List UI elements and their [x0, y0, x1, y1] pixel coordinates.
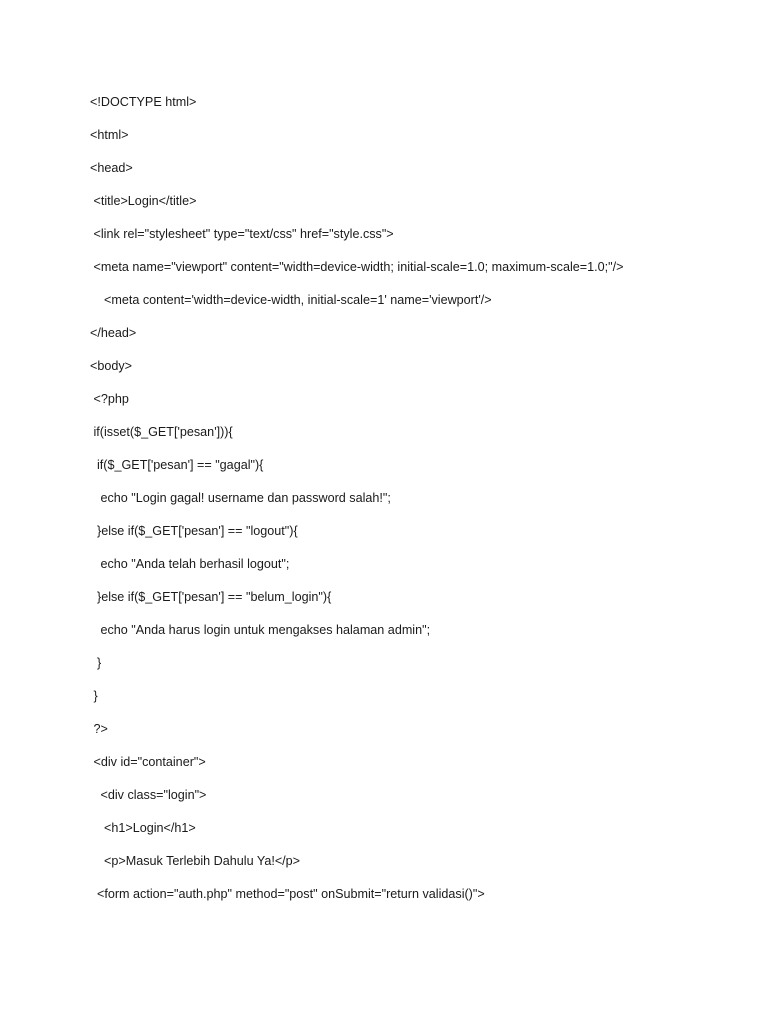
code-line: <p>Masuk Terlebih Dahulu Ya!</p>: [90, 854, 301, 868]
code-line: if(isset($_GET['pesan'])){: [90, 425, 233, 439]
code-line: <link rel="stylesheet" type="text/css" href="style.css">: [90, 227, 394, 241]
code-line: ?>: [90, 722, 108, 736]
code-line: echo "Anda telah berhasil logout";: [90, 557, 290, 571]
code-line: <form action="auth.php" method="post" onSubmit="return validasi()">: [90, 887, 485, 901]
code-line: <div id="container">: [90, 755, 206, 769]
code-line: }: [90, 656, 102, 670]
code-line: <body>: [90, 359, 133, 373]
code-line: <div class="login">: [90, 788, 207, 802]
code-line: }: [90, 689, 98, 703]
code-line: }else if($_GET['pesan'] == "belum_login"){: [90, 590, 332, 604]
code-line: <title>Login</title>: [90, 194, 197, 208]
code-line: <meta content='width=device-width, initial-scale=1' name='viewport'/>: [90, 293, 492, 307]
code-line: }else if($_GET['pesan'] == "logout"){: [90, 524, 298, 538]
code-line: </head>: [90, 326, 137, 340]
code-line: <meta name="viewport" content="width=device-width; initial-scale=1.0; maximum-scale=1.0;"/>: [90, 260, 624, 274]
code-line: <!DOCTYPE html>: [90, 95, 197, 109]
code-line: <?php: [90, 392, 129, 406]
code-line: <head>: [90, 161, 133, 175]
code-line: if($_GET['pesan'] == "gagal"){: [90, 458, 264, 472]
code-listing: [90, 92, 750, 917]
code-line: echo "Anda harus login untuk mengakses halaman admin";: [90, 623, 431, 637]
code-line: echo "Login gagal! username dan password salah!";: [90, 491, 391, 505]
code-line: <h1>Login</h1>: [90, 821, 196, 835]
code-line: <html>: [90, 128, 129, 142]
